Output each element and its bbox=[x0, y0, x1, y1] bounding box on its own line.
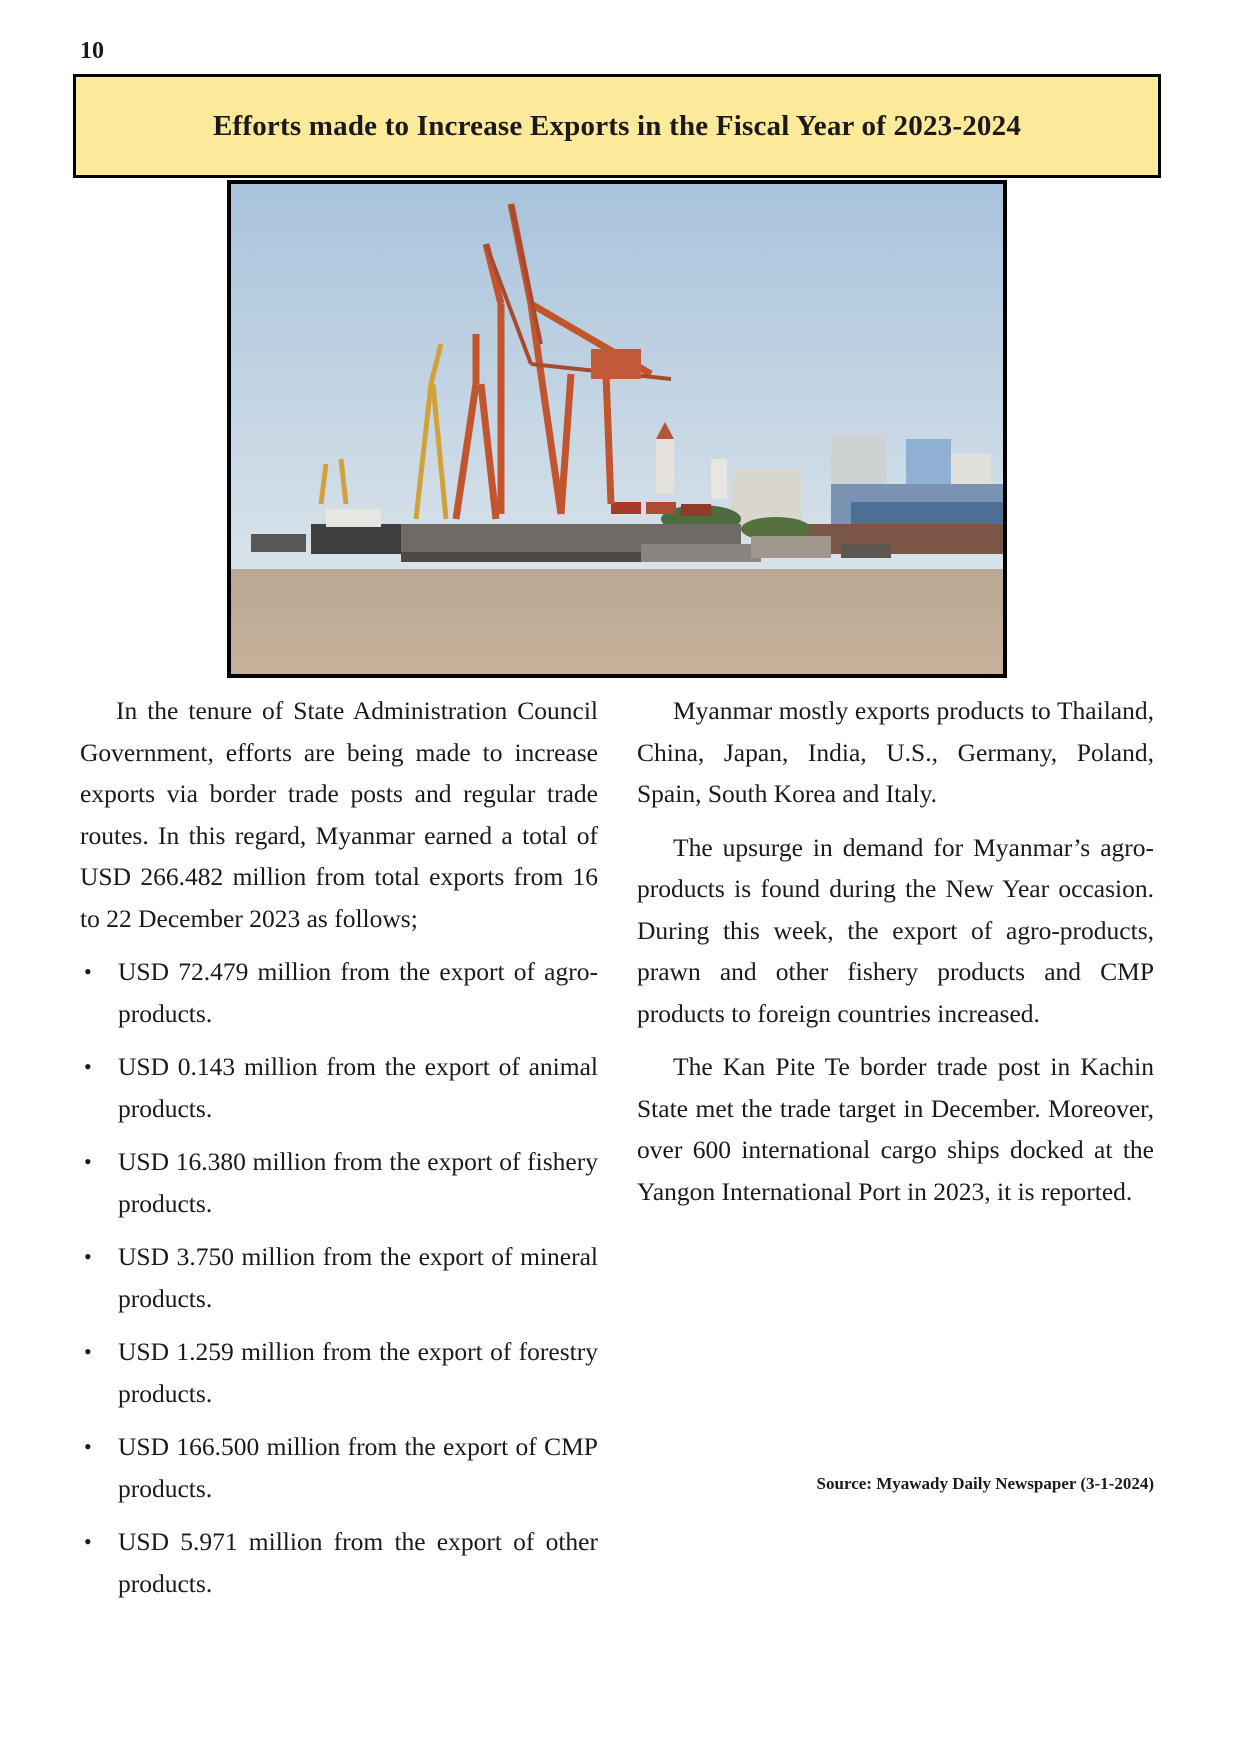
bullet-icon: • bbox=[84, 1244, 92, 1269]
bullet-icon: • bbox=[84, 1339, 92, 1364]
bullet-icon: • bbox=[84, 1149, 92, 1174]
bullet-icon: • bbox=[84, 1054, 92, 1079]
intro-paragraph: In the tenure of State Administration Council Government, efforts are being made to increase exports via border trade posts and regular trade routes. In this regard, Myanmar earned a total of USD 266.482 million from total exports from 16 to 22 December 2023 as follows; bbox=[80, 696, 598, 933]
bullet-icon: • bbox=[84, 1434, 92, 1459]
list-item: • USD 16.380 million from the export of fishery products. bbox=[80, 1141, 598, 1224]
port-scene-illustration bbox=[231, 184, 1003, 674]
list-item: • USD 166.500 million from the export of CMP products. bbox=[80, 1426, 598, 1509]
trade-post-paragraph: The Kan Pite Te border trade post in Kachin State met the trade target in December. Moreover, over 600 international cargo ships docked at the Yangon International Port in 2023, it is reported. bbox=[637, 1052, 1154, 1206]
page-number: 10 bbox=[80, 38, 104, 64]
list-item: • USD 1.259 million from the export of forestry products. bbox=[80, 1331, 598, 1414]
list-item: • USD 5.971 million from the export of other products. bbox=[80, 1521, 598, 1604]
list-item: • USD 3.750 million from the export of mineral products. bbox=[80, 1236, 598, 1319]
list-item: • USD 72.479 million from the export of agro-products. bbox=[80, 951, 598, 1034]
left-column bbox=[80, 690, 598, 1616]
export-list bbox=[80, 951, 598, 1604]
source-citation: Source: Myawady Daily Newspaper (3-1-2024) bbox=[816, 1474, 1154, 1493]
bullet-icon: • bbox=[84, 959, 92, 984]
title-banner bbox=[73, 74, 1161, 178]
list-item: • USD 0.143 million from the export of animal products. bbox=[80, 1046, 598, 1129]
export-destinations-paragraph: Myanmar mostly exports products to Thailand, China, Japan, India, U.S., Germany, Poland, Spain, South Korea and Italy. bbox=[637, 696, 1154, 808]
port-cranes-photo bbox=[227, 180, 1007, 678]
bullet-icon: • bbox=[84, 1529, 92, 1554]
right-column bbox=[637, 690, 1154, 1224]
page-title: Efforts made to Increase Exports in the Fiscal Year of 2023-2024 bbox=[212, 109, 1022, 142]
demand-paragraph: The upsurge in demand for Myanmar’s agro-products is found during the New Year occasion. During this week, the export of agro-products, prawn and other fishery products and CMP products to foreign countries increased. bbox=[637, 832, 1154, 1028]
